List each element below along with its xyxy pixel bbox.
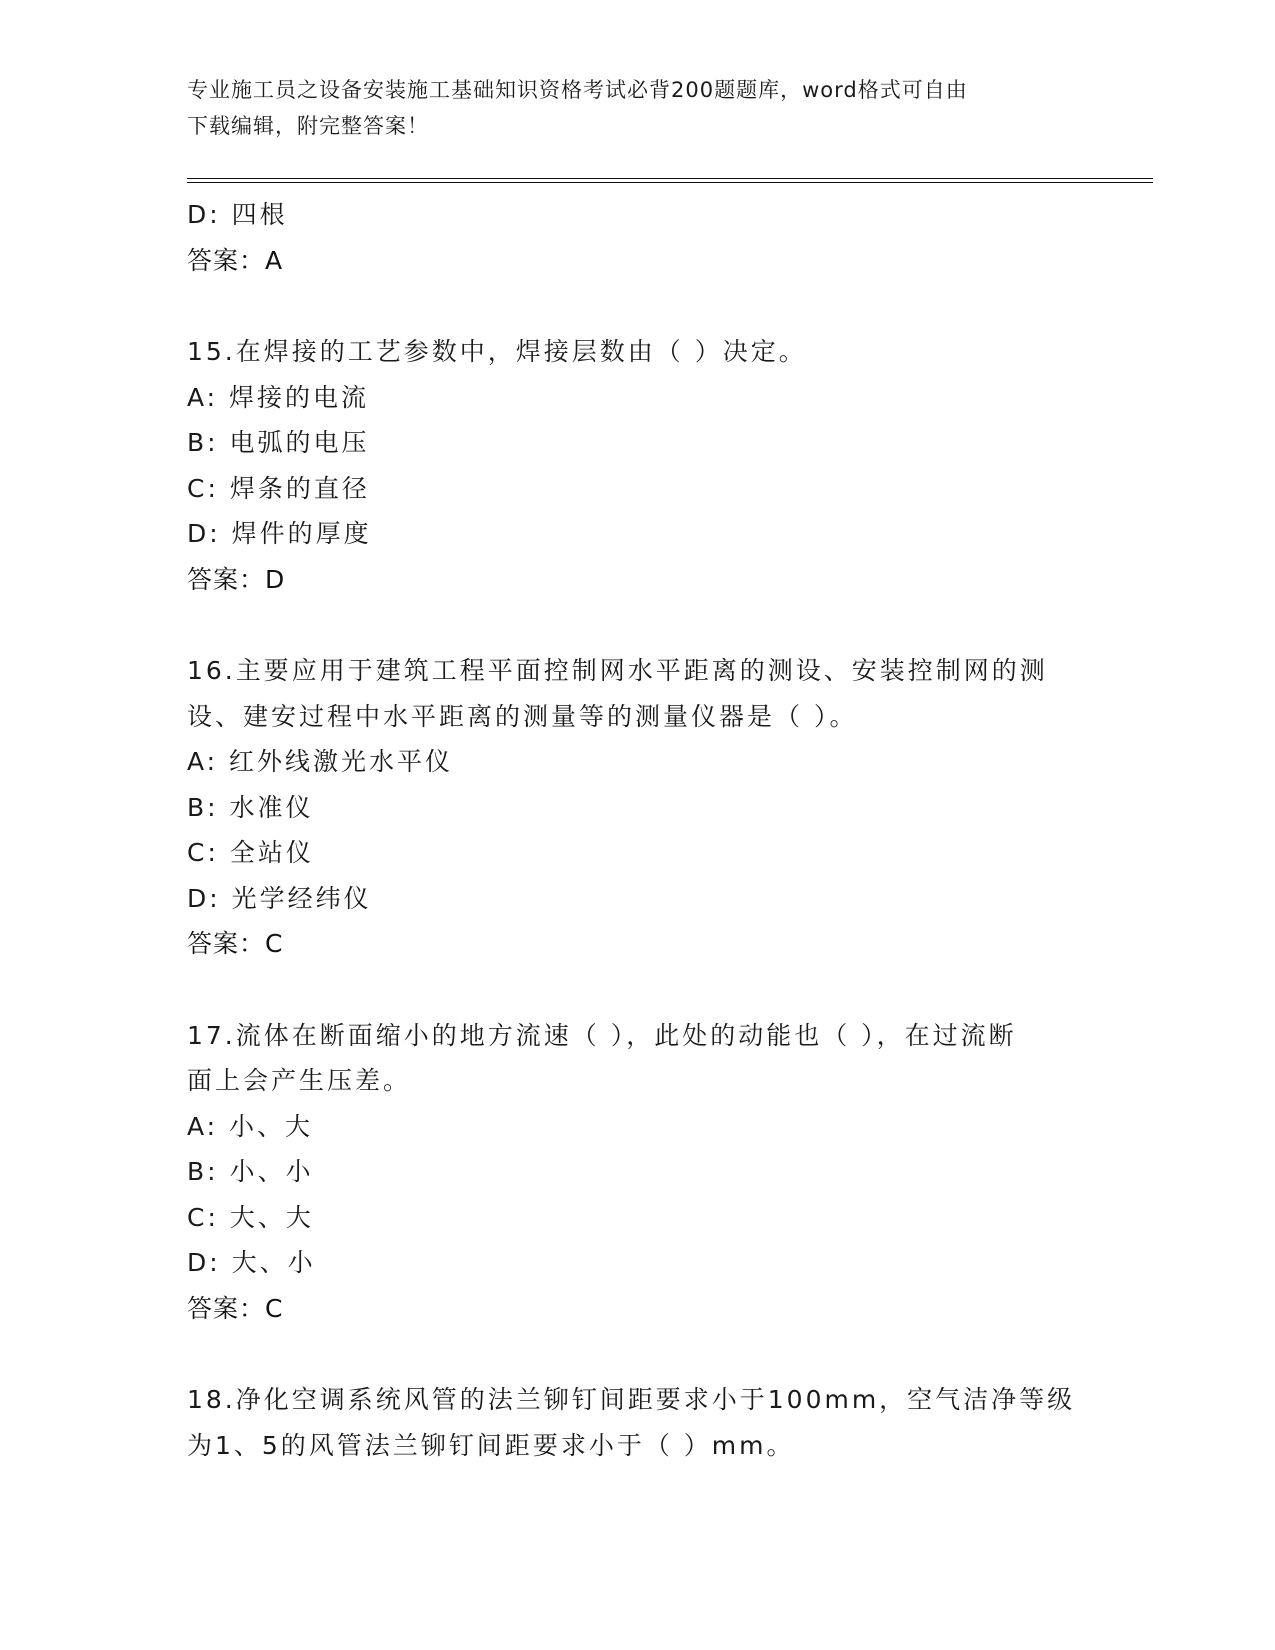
- q14-option-d: D: 四根: [187, 200, 288, 229]
- q17-stem-line-1: 17.流体在断面缩小的地方流速（ ），此处的动能也（ ），在过流断: [187, 1020, 1017, 1050]
- question-15: [187, 329, 1087, 602]
- q15-stem-line-1: 15.在焊接的工艺参数中，焊接层数由（ ）决定。: [187, 337, 807, 366]
- q15-option-c: C: 焊条的直径: [187, 473, 370, 503]
- q16-option-b: B: 水准仪: [187, 792, 314, 822]
- q17-option-c: C: 大、大: [187, 1202, 314, 1232]
- q18-stem-line-1: 18.净化空调系统风管的法兰铆钉间距要求小于100mm，空气洁净等级: [187, 1385, 1076, 1414]
- q16-option-a: A: 红外线激光水平仪: [187, 747, 454, 776]
- question-18: [187, 1377, 1087, 1468]
- header-line-2: 下载编辑，附完整答案！: [187, 114, 429, 138]
- header-line-1: 专业施工员之设备安装施工基础知识资格考试必背200题题库，word格式可自由: [187, 78, 968, 102]
- q16-option-d: D: 光学经纬仪: [187, 883, 372, 913]
- q15-option-b: B: 电弧的电压: [187, 428, 370, 457]
- document-body: [187, 192, 1087, 1468]
- q14-answer: 答案：A: [187, 245, 284, 275]
- q17-stem-line-2: 面上会产生压差。: [187, 1066, 412, 1095]
- q16-answer: 答案：C: [187, 929, 284, 958]
- question-17: [187, 1013, 1087, 1332]
- q17-option-d: D: 大、小: [187, 1248, 316, 1277]
- q16-option-c: C: 全站仪: [187, 838, 314, 867]
- q17-option-b: B: 小、小: [187, 1157, 314, 1186]
- header-divider: [187, 178, 1153, 183]
- q15-answer: 答案：D: [187, 564, 286, 594]
- q17-option-a: A: 小、大: [187, 1111, 314, 1141]
- q16-stem-line-2: 设、建安过程中水平距离的测量等的测量仪器是（ ）。: [187, 701, 858, 731]
- q16-stem-line-1: 16.主要应用于建筑工程平面控制网水平距离的测设、安装控制网的测: [187, 656, 1048, 685]
- document-header: [187, 72, 1067, 144]
- q17-answer: 答案：C: [187, 1293, 284, 1323]
- q15-option-d: D: 焊件的厚度: [187, 519, 372, 548]
- question-16: [187, 648, 1087, 967]
- q18-stem-line-2: 为1、5的风管法兰铆钉间距要求小于（ ）mm。: [187, 1430, 795, 1460]
- q15-option-a: A: 焊接的电流: [187, 382, 370, 412]
